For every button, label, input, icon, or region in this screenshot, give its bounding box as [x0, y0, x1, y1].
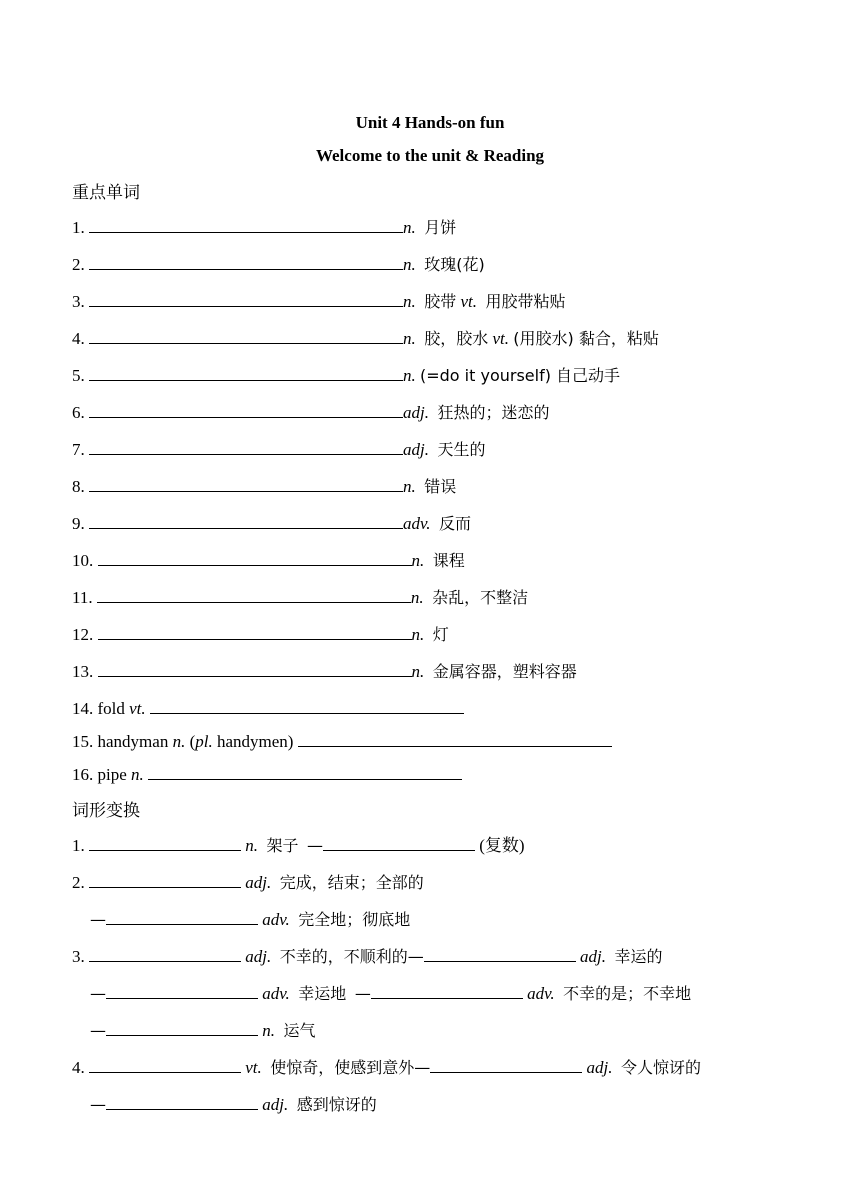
part-of-speech: adj. — [403, 440, 429, 459]
answer-blank[interactable] — [89, 1056, 241, 1073]
meaning: 架子 — [266, 836, 299, 855]
dash: — — [407, 947, 424, 966]
dash: — — [414, 1058, 431, 1077]
answer-blank[interactable] — [371, 982, 523, 999]
given-word: fold — [97, 699, 125, 718]
wordform-item-2-derived — [90, 908, 410, 931]
vocab-item-1 — [72, 216, 456, 239]
wordform-item-1 — [72, 834, 525, 857]
vocab-item-4 — [72, 327, 659, 350]
answer-blank[interactable] — [98, 660, 412, 677]
part-of-speech: n. — [411, 662, 425, 681]
part-of-speech: adj. — [262, 1095, 289, 1114]
item-number: 2. — [72, 255, 85, 274]
paren-open: ( — [189, 732, 196, 751]
vocab-item-8 — [72, 475, 456, 498]
item-number: 4. — [72, 329, 85, 348]
part-of-speech: adj. — [580, 947, 606, 966]
part-of-speech: vt. — [245, 1058, 262, 1077]
answer-blank[interactable] — [89, 438, 403, 455]
item-number: 13. — [72, 662, 94, 681]
vocab-item-16 — [72, 763, 462, 786]
dash: — — [90, 1021, 106, 1040]
answer-blank[interactable] — [89, 327, 403, 344]
part-of-speech: n. — [245, 836, 258, 855]
dash: — — [90, 1095, 106, 1114]
meaning: 完全地；彻底地 — [298, 910, 411, 929]
item-number: 6. — [72, 403, 85, 422]
answer-blank[interactable] — [98, 549, 412, 566]
part-of-speech: adj. — [586, 1058, 613, 1077]
wordform-item-4 — [72, 1056, 701, 1079]
answer-blank[interactable] — [106, 982, 258, 999]
part-of-speech: adv. — [262, 984, 290, 1003]
vocab-item-10 — [72, 549, 465, 572]
answer-blank[interactable] — [89, 253, 403, 270]
item-number: 10. — [72, 551, 94, 570]
part-of-speech: adj. — [245, 873, 272, 892]
answer-blank[interactable] — [430, 1056, 582, 1073]
page-subtitle: Welcome to the unit & Reading — [315, 146, 545, 165]
meaning: 胶，胶水 — [424, 329, 489, 348]
meaning: 玫瑰(花) — [424, 255, 485, 274]
item-number: 16. — [72, 765, 94, 784]
answer-blank[interactable] — [323, 834, 475, 851]
vocab-item-11 — [72, 586, 528, 609]
wordform-item-3 — [72, 945, 663, 968]
page-title: Unit 4 Hands-on fun — [355, 113, 505, 132]
wordform-item-3-noun — [90, 1019, 316, 1042]
part-of-speech: vt. — [492, 329, 510, 348]
part-of-speech: n. — [403, 218, 416, 237]
plural-word: handymen) — [216, 732, 294, 751]
meaning: 使惊奇，使感到意外 — [270, 1058, 415, 1077]
section-heading-word-forms: 词形变换 — [72, 801, 140, 821]
part-of-speech: adv. — [403, 514, 431, 533]
dash: — — [307, 836, 324, 855]
item-number: 3. — [72, 947, 85, 966]
part-of-speech: n. — [403, 477, 416, 496]
meaning: 幸运的 — [614, 947, 663, 966]
part-of-speech: n. — [411, 625, 425, 644]
meaning: (=do it yourself) 自己动手 — [420, 366, 621, 385]
part-of-speech: n. — [131, 765, 144, 784]
vocab-item-5 — [72, 364, 620, 387]
item-number: 14. — [72, 699, 94, 718]
item-number: 2. — [72, 873, 85, 892]
meaning: 感到惊讶的 — [296, 1095, 377, 1114]
vocab-item-9 — [72, 512, 471, 535]
part-of-speech: vt. — [129, 699, 146, 718]
answer-blank[interactable] — [89, 364, 403, 381]
answer-blank[interactable] — [89, 401, 403, 418]
part-of-speech: n. — [172, 732, 186, 751]
vocab-item-12 — [72, 623, 449, 646]
item-number: 5. — [72, 366, 85, 385]
answer-blank[interactable] — [98, 623, 412, 640]
meaning: 用胶带粘贴 — [485, 292, 566, 311]
answer-blank[interactable] — [89, 216, 403, 233]
vocab-item-7 — [72, 438, 486, 461]
answer-blank[interactable] — [89, 290, 403, 307]
answer-blank[interactable] — [89, 871, 241, 888]
meaning: (用胶水) 黏合，粘贴 — [513, 329, 659, 348]
vocab-item-3 — [72, 290, 566, 313]
answer-blank[interactable] — [106, 1093, 258, 1110]
item-number: 8. — [72, 477, 85, 496]
meaning: 反而 — [439, 514, 472, 533]
vocab-item-14 — [72, 697, 464, 720]
item-number: 11. — [72, 588, 93, 607]
answer-blank[interactable] — [424, 945, 576, 962]
meaning: 杂乱，不整洁 — [432, 588, 529, 607]
meaning: 课程 — [432, 551, 465, 570]
answer-blank[interactable] — [298, 730, 612, 747]
part-of-speech: n. — [262, 1021, 275, 1040]
item-number: 3. — [72, 292, 85, 311]
wordform-item-4-derived — [90, 1093, 377, 1116]
part-of-speech: adv. — [262, 910, 290, 929]
vocab-item-13 — [72, 660, 577, 683]
part-of-speech: n. — [403, 255, 416, 274]
answer-blank[interactable] — [106, 908, 258, 925]
vocab-item-6 — [72, 401, 550, 424]
meaning: 幸运地 — [298, 984, 347, 1003]
meaning: 灯 — [432, 625, 449, 644]
part-of-speech: vt. — [460, 292, 478, 311]
part-of-speech: n. — [403, 329, 416, 348]
answer-blank[interactable] — [89, 834, 241, 851]
section-heading-key-words: 重点单词 — [72, 183, 140, 203]
item-number: 1. — [72, 218, 85, 237]
meaning: 令人惊讶的 — [621, 1058, 702, 1077]
meaning: 胶带 — [424, 292, 457, 311]
dash: — — [90, 910, 106, 929]
meaning: 完成，结束；全部的 — [279, 873, 424, 892]
dash: — — [90, 984, 106, 1003]
answer-blank[interactable] — [89, 512, 403, 529]
meaning: 错误 — [424, 477, 457, 496]
part-of-speech: adv. — [527, 984, 555, 1003]
part-of-speech: adj. — [403, 403, 429, 422]
vocab-item-15 — [72, 730, 612, 753]
wordform-item-3-derived — [90, 982, 691, 1005]
meaning: 不幸的是；不幸地 — [563, 984, 692, 1003]
meaning: 天生的 — [437, 440, 486, 459]
item-number: 1. — [72, 836, 85, 855]
wordform-item-2 — [72, 871, 424, 894]
answer-blank[interactable] — [89, 475, 403, 492]
meaning: 月饼 — [424, 218, 457, 237]
item-number: 4. — [72, 1058, 85, 1077]
item-number: 12. — [72, 625, 94, 644]
item-number: 7. — [72, 440, 85, 459]
given-word: pipe — [97, 765, 127, 784]
given-word: handyman — [97, 732, 169, 751]
answer-blank[interactable] — [97, 586, 411, 603]
meaning: 狂热的；迷恋的 — [437, 403, 550, 422]
meaning: 金属容器，塑料容器 — [432, 662, 577, 681]
part-of-speech: n. — [403, 292, 416, 311]
dash: — — [354, 984, 371, 1003]
meaning: 不幸的，不顺利的 — [279, 947, 408, 966]
part-of-speech: n. — [403, 366, 416, 385]
item-number: 9. — [72, 514, 85, 533]
meaning: 运气 — [283, 1021, 316, 1040]
plural-label: pl. — [195, 732, 213, 751]
answer-blank[interactable] — [148, 763, 462, 780]
vocab-item-2 — [72, 253, 485, 276]
answer-blank[interactable] — [89, 945, 241, 962]
suffix-note: (复数) — [479, 836, 525, 855]
item-number: 15. — [72, 732, 94, 751]
answer-blank[interactable] — [150, 697, 464, 714]
answer-blank[interactable] — [106, 1019, 258, 1036]
part-of-speech: adj. — [245, 947, 272, 966]
part-of-speech: n. — [410, 588, 424, 607]
part-of-speech: n. — [411, 551, 425, 570]
